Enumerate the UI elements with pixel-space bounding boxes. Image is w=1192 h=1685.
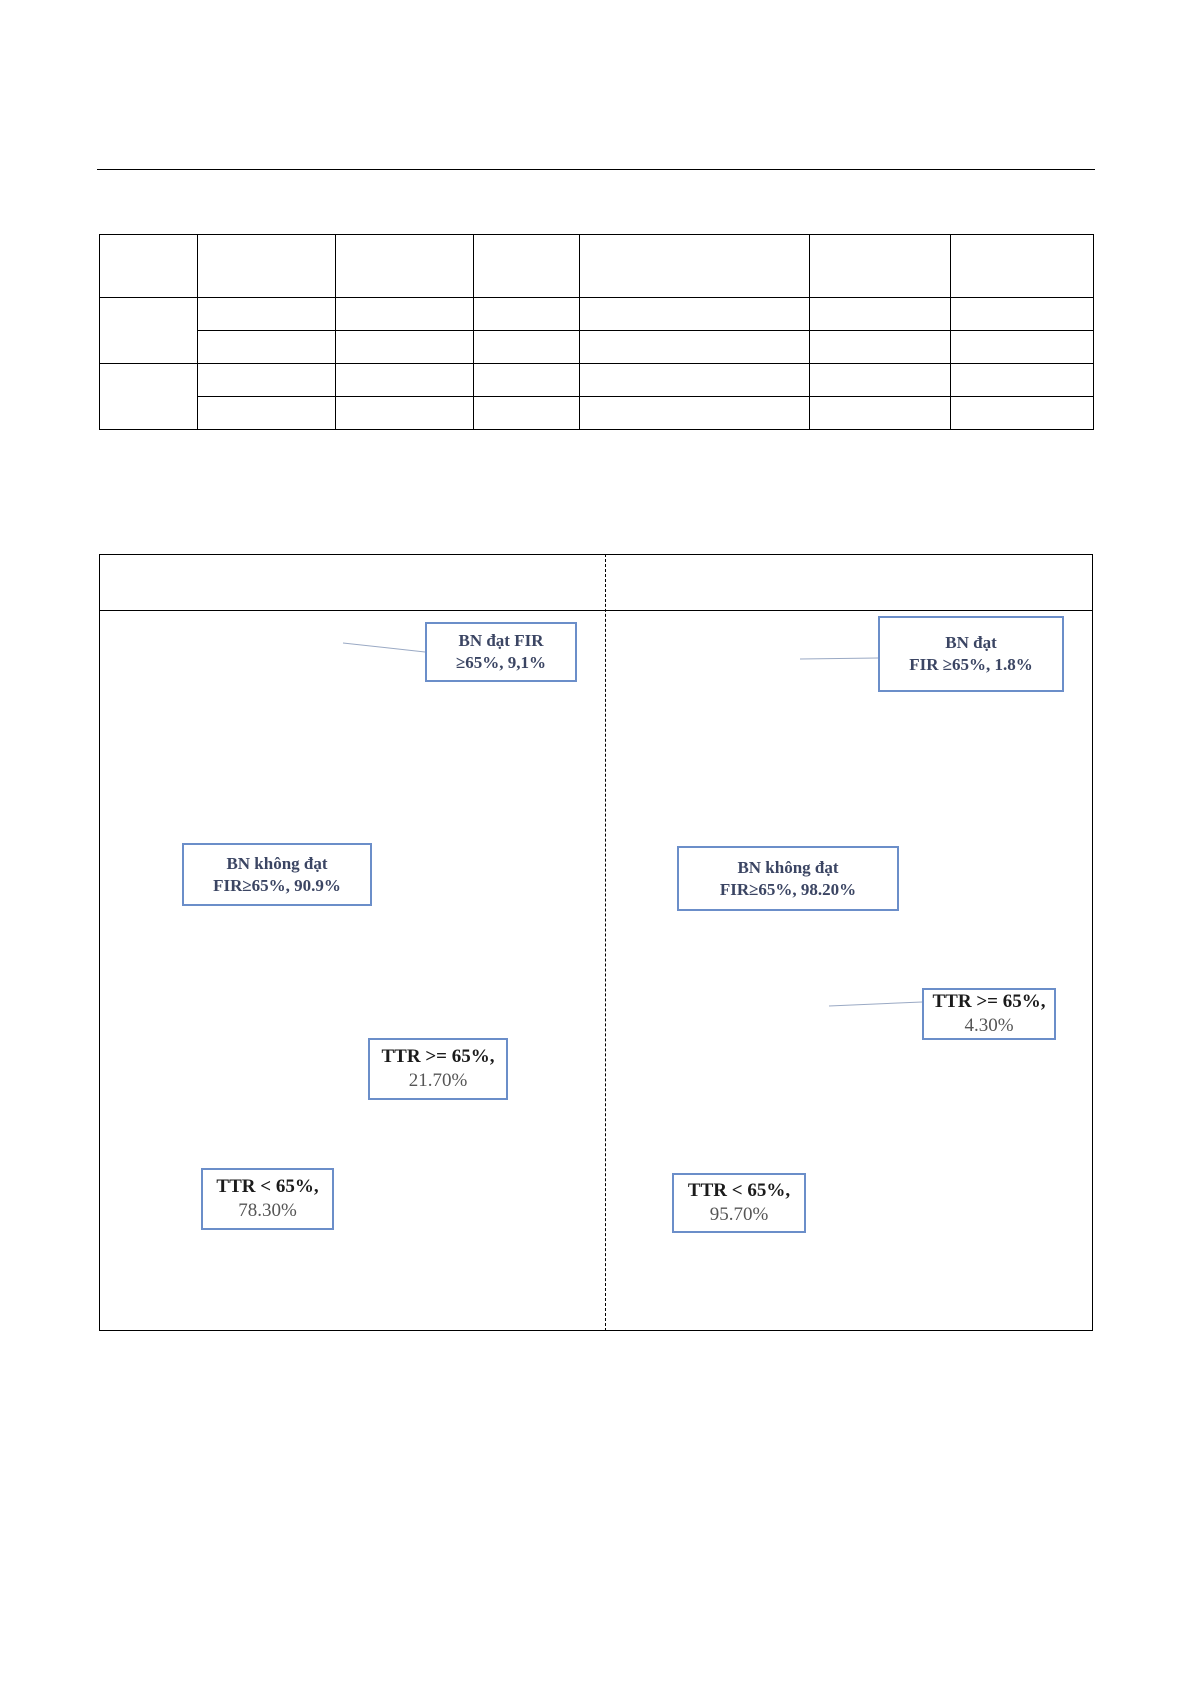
slice-label-text: TTR >= 65%, [932, 991, 1046, 1012]
slice-label-fir-achieved [425, 622, 577, 682]
leader-line [343, 643, 425, 652]
slice-label-value: 21.70% [408, 1070, 468, 1091]
slice-label-fir-not-achieved [677, 846, 899, 911]
leader-line [829, 1002, 922, 1006]
slice-label-text: TTR < 65%, [687, 1180, 791, 1201]
slice-label-text: BN đạt FIR ≥65%, 1.8% [909, 633, 1033, 674]
slice-label-fir-not-achieved [182, 843, 372, 906]
slice-label-ttr-high [368, 1038, 508, 1100]
slice-label-ttr-low [201, 1168, 334, 1230]
slice-label-ttr-high [922, 988, 1056, 1040]
slice-label-text: TTR < 65%, [216, 1176, 319, 1197]
slice-label-text: TTR >= 65%, [381, 1046, 495, 1067]
slice-label-text: BN không đạt FIR≥65%, 98.20% [719, 857, 857, 899]
slice-label-fir-achieved [878, 616, 1064, 692]
slice-label-value: 78.30% [238, 1200, 297, 1221]
leader-line [800, 658, 878, 659]
slice-label-text: BN không đạt FIR≥65%, 90.9% [213, 853, 341, 895]
slice-label-ttr-low [672, 1173, 806, 1233]
slice-label-value: 4.30% [964, 1015, 1014, 1036]
slice-label-value: 95.70% [709, 1204, 769, 1225]
slice-label-text: BN đạt FIR ≥65%, 9,1% [455, 631, 547, 672]
